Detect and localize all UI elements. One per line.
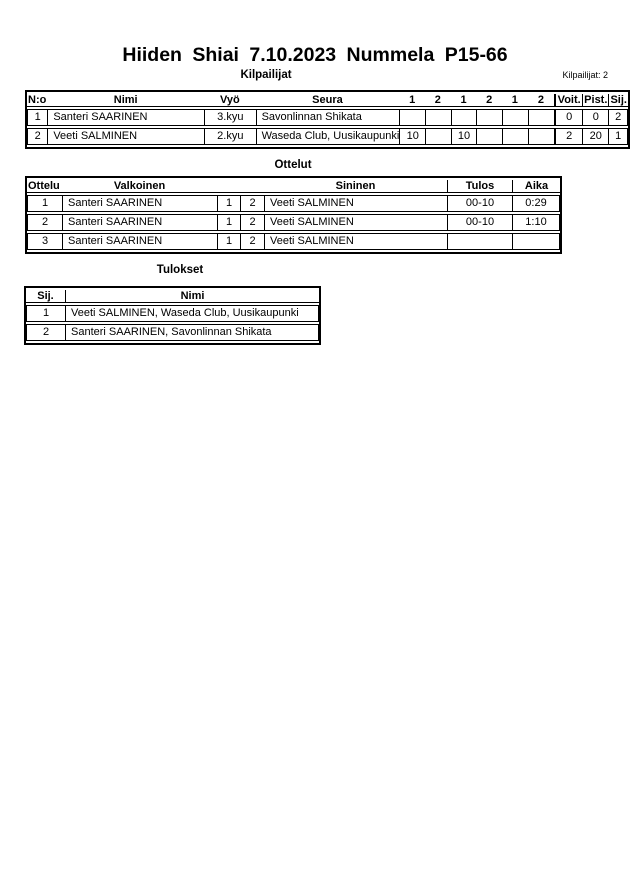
competitor-row (27, 128, 628, 145)
cell-score-5 (502, 128, 528, 145)
cell-vyo: 2.kyu (204, 128, 255, 145)
cell-time: 1:10 (512, 214, 560, 231)
header-ottelu: Ottelu (27, 180, 62, 193)
cell-sij: 2 (608, 109, 628, 126)
cell-score-6 (528, 128, 555, 145)
cell-white-name: Santeri SAARINEN (62, 233, 217, 250)
cell-score-6 (528, 109, 555, 126)
competitors-table (25, 90, 630, 149)
cell-vyo: 3.kyu (204, 109, 255, 126)
header-seura: Seura (256, 94, 400, 107)
cell-result-name: Santeri SAARINEN, Savonlinnan Shikata (65, 324, 319, 341)
header-score-2: 2 (425, 94, 451, 107)
cell-white-name: Santeri SAARINEN (62, 195, 217, 212)
cell-voit: 0 (554, 109, 582, 126)
match-row (27, 214, 560, 231)
cell-blue-name: Veeti SALMINEN (264, 214, 447, 231)
header-voit: Voit. (554, 94, 582, 107)
cell-score-2 (425, 109, 451, 126)
header-valkoinen: Valkoinen (62, 180, 217, 193)
cell-blue-number: 2 (240, 233, 264, 250)
cell-pist: 20 (582, 128, 608, 145)
cell-blue-number: 2 (240, 195, 264, 212)
header-pist: Pist. (584, 94, 608, 106)
cell-time (512, 233, 560, 250)
result-row (26, 305, 319, 322)
competitor-row (27, 109, 628, 126)
cell-white-number: 1 (217, 195, 240, 212)
header-no: N:o (28, 94, 47, 106)
matches-table (25, 176, 562, 254)
header-tulos: Tulos (447, 180, 512, 193)
header-nimi: Nimi (47, 94, 204, 107)
header-sij: Sij. (608, 94, 628, 107)
cell-score-4 (476, 109, 502, 126)
cell-no: 2 (27, 128, 47, 145)
cell-score-2 (425, 128, 451, 145)
section-title-tulokset: Tulokset (156, 264, 204, 276)
cell-seura: Waseda Club, Uusikaupunki (256, 128, 400, 145)
header-score-1: 1 (399, 94, 425, 107)
cell-nimi: Veeti SALMINEN (47, 128, 204, 145)
cell-nimi: Santeri SAARINEN (47, 109, 204, 126)
matches-header-row (27, 180, 560, 193)
cell-score-5 (502, 109, 528, 126)
cell-match-no: 1 (27, 195, 62, 212)
cell-pist: 0 (582, 109, 608, 126)
cell-result: 00-10 (447, 214, 512, 231)
competitors-header-row (27, 94, 628, 107)
cell-time: 0:29 (512, 195, 560, 212)
header-result-nimi: Nimi (65, 290, 319, 303)
cell-sij: 1 (608, 128, 628, 145)
section-title-ottelut: Ottelut (274, 159, 312, 171)
cell-no: 1 (27, 109, 47, 126)
cell-seura: Savonlinnan Shikata (256, 109, 400, 126)
results-table (24, 286, 321, 345)
header-aika: Aika (512, 180, 560, 193)
cell-white-number: 1 (217, 214, 240, 231)
section-title-kilpailijat: Kilpailijat (240, 69, 292, 81)
match-row (27, 195, 560, 212)
cell-white-number: 1 (217, 233, 240, 250)
cell-score-1 (399, 109, 425, 126)
cell-match-no: 3 (27, 233, 62, 250)
cell-blue-name: Veeti SALMINEN (264, 233, 447, 250)
page-title: Hiiden Shiai 7.10.2023 Nummela P15-66 (122, 44, 508, 66)
results-header-row (26, 290, 319, 303)
header-placement: Sij. (26, 290, 65, 303)
cell-score-1: 10 (399, 128, 425, 145)
header-score-4: 2 (476, 94, 502, 107)
cell-score-3 (451, 109, 477, 126)
header-score-6: 2 (528, 94, 555, 107)
cell-result: 00-10 (447, 195, 512, 212)
cell-placement: 2 (26, 324, 65, 341)
cell-score-3: 10 (451, 128, 477, 145)
header-score-3: 1 (451, 94, 477, 107)
competitor-count: Kilpailijat: 2 (562, 70, 608, 80)
cell-blue-number: 2 (240, 214, 264, 231)
cell-match-no: 2 (27, 214, 62, 231)
header-vyo: Vyö (204, 94, 255, 107)
cell-voit: 2 (554, 128, 582, 145)
cell-result (447, 233, 512, 250)
header-sininen: Sininen (264, 180, 447, 193)
cell-blue-name: Veeti SALMINEN (264, 195, 447, 212)
match-row (27, 233, 560, 250)
result-row (26, 324, 319, 341)
cell-placement: 1 (26, 305, 65, 322)
cell-score-4 (476, 128, 502, 145)
cell-result-name: Veeti SALMINEN, Waseda Club, Uusikaupunki (65, 305, 319, 322)
header-corner-numbers (217, 180, 264, 193)
cell-white-name: Santeri SAARINEN (62, 214, 217, 231)
header-score-5: 1 (502, 94, 528, 107)
